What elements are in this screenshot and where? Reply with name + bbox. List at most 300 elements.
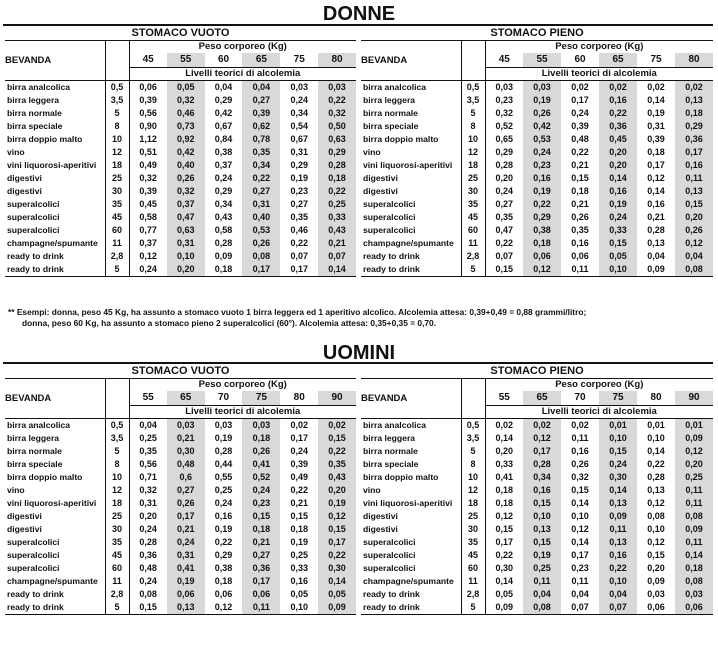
drink-gradazione: 25 (461, 172, 485, 185)
alcolemia-value: 0,32 (495, 108, 514, 118)
alcolemia-value: 0,30 (599, 471, 637, 484)
drink-gradazione: 18 (105, 497, 129, 510)
table-row (5, 224, 356, 237)
drink-gradazione: 10 (105, 471, 129, 484)
drink-name: superalcolici (363, 563, 416, 573)
alcolemia-value: 0,14 (647, 446, 665, 456)
alcolemia-value: 0,10 (599, 263, 637, 277)
weight-header: 65 (242, 53, 280, 68)
table-row (361, 523, 713, 536)
alcolemia-value: 0,24 (290, 95, 308, 105)
drink-gradazione: 25 (105, 510, 129, 523)
alcolemia-value: 0,18 (675, 107, 713, 120)
note-line-1: ** Esempi: donna, peso 45 Kg, ha assunto a stomaco vuoto 1 birra leggera ed 1 aperitivo alcolico. Alcolemia attesa: 0,39+0,49 = 0,88 grammi/litro; (8, 307, 587, 317)
alcolemia-value: 0,13 (523, 523, 561, 536)
alcolemia-value: 0,12 (675, 237, 713, 250)
alcolemia-value: 0,06 (167, 588, 205, 601)
alcolemia-value: 0,08 (139, 589, 157, 599)
table-row (5, 510, 356, 523)
weight-header: 90 (675, 391, 713, 406)
alcolemia-value: 0,24 (495, 186, 514, 196)
alcolemia-value: 0,67 (290, 134, 308, 144)
alcolemia-value: 0,58 (139, 212, 157, 222)
alcolemia-value: 0,49 (139, 160, 157, 170)
alcolemia-value: 0,35 (139, 446, 157, 456)
drink-name: ready to drink (361, 601, 461, 615)
weight-header: 70 (574, 392, 586, 403)
drink-name: digestivi (7, 173, 42, 183)
gradazione-header (461, 41, 485, 81)
alcolemia-value: 0,14 (495, 576, 514, 586)
alcolemia-value: 0,39 (290, 459, 308, 469)
alcolemia-value: 0,33 (290, 563, 308, 573)
alcolemia-value: 0,34 (290, 108, 308, 118)
alcolemia-value: 0,6 (167, 471, 205, 484)
alcolemia-value: 0,63 (318, 133, 356, 146)
alcolemia-value: 0,24 (139, 524, 157, 534)
alcolemia-value: 0,16 (523, 484, 561, 497)
alcolemia-value: 0,06 (523, 250, 561, 263)
table-row (5, 484, 356, 497)
alcolemia-value: 0,50 (318, 120, 356, 133)
weight-header: 75 (242, 391, 280, 406)
alcolemia-value: 0,15 (318, 432, 356, 445)
alcolemia-value: 0,43 (318, 471, 356, 484)
drink-gradazione: 10 (105, 133, 129, 146)
alcolemia-value: 0,28 (214, 446, 233, 456)
alcolemia-value: 0,18 (523, 237, 561, 250)
alcolemia-value: 0,18 (571, 186, 589, 196)
alcolemia-value: 0,22 (214, 537, 233, 547)
alcolemia-value: 0,15 (495, 524, 514, 534)
alcolemia-value: 0,23 (290, 186, 308, 196)
alcolemia-value: 0,22 (318, 185, 356, 198)
drink-gradazione: 8 (105, 458, 129, 471)
drink-name: birra leggera (7, 433, 60, 443)
alcolemia-value: 0,24 (290, 446, 308, 456)
alcolemia-value: 0,02 (523, 419, 561, 433)
drink-gradazione: 8 (461, 120, 485, 133)
drink-name: superalcolici (363, 225, 416, 235)
alcolemia-value: 0,33 (318, 211, 356, 224)
drink-name: birra speciale (7, 121, 63, 131)
drink-gradazione: 5 (105, 107, 129, 120)
drink-gradazione: 0,5 (461, 81, 485, 95)
drink-gradazione: 25 (461, 510, 485, 523)
bevanda-header: BEVANDA (361, 54, 408, 66)
alcolemia-value: 0,03 (167, 419, 205, 433)
drink-name: vino (7, 485, 25, 495)
alcolemia-value: 0,21 (571, 160, 589, 170)
alcolemia-value: 0,17 (571, 550, 589, 560)
alcolemia-value: 0,21 (571, 199, 589, 209)
alcolemia-value: 0,26 (571, 459, 589, 469)
alcolemia-value: 0,44 (214, 459, 233, 469)
alcolemia-value: 0,45 (139, 199, 157, 209)
alcolemia-value: 0,22 (242, 172, 280, 185)
alcolemia-value: 0,26 (167, 172, 205, 185)
drink-name: birra speciale (363, 459, 419, 469)
drink-name: ready to drink (363, 251, 420, 261)
table-row (5, 536, 356, 549)
drink-gradazione: 35 (105, 536, 129, 549)
drink-name: digestivi (7, 511, 42, 521)
alcolemia-value: 0,29 (214, 186, 233, 196)
alcolemia-value: 0,10 (167, 250, 205, 263)
alcolemia-value: 0,09 (675, 523, 713, 536)
table-row (5, 172, 356, 185)
drink-gradazione: 12 (461, 146, 485, 159)
table-row (361, 458, 713, 471)
alcolemia-value: 0,27 (242, 185, 280, 198)
alcolemia-value: 0,16 (647, 199, 665, 209)
alcolemia-value: 0,05 (318, 588, 356, 601)
alcolemia-value: 0,16 (599, 549, 637, 562)
table-row (361, 120, 713, 133)
alcolemia-value: 0,11 (242, 601, 280, 615)
alcolemia-value: 0,11 (675, 497, 713, 510)
drink-gradazione: 60 (105, 562, 129, 575)
alcolemia-value: 0,33 (599, 224, 637, 237)
drink-gradazione: 18 (105, 159, 129, 172)
drink-name: superalcolici (7, 225, 60, 235)
alcolemia-value: 0,18 (495, 485, 514, 495)
drink-name: digestivi (7, 524, 42, 534)
bevanda-header: BEVANDA (361, 392, 408, 404)
drink-name: birra leggera (7, 95, 60, 105)
table-row (361, 224, 713, 237)
alcolemia-value: 0,24 (571, 108, 589, 118)
alcolemia-value: 0,03 (523, 81, 561, 95)
drink-name: digestivi (363, 173, 398, 183)
table-uomini-stomaco-vuoto (5, 364, 356, 615)
alcolemia-value: 0,39 (242, 107, 280, 120)
alcolemia-value: 0,20 (495, 446, 514, 456)
alcolemia-value: 0,11 (561, 263, 599, 277)
alcolemia-value: 0,15 (523, 536, 561, 549)
alcolemia-value: 0,52 (242, 471, 280, 484)
alcolemia-value: 0,03 (647, 589, 665, 599)
alcolemia-value: 0,38 (523, 224, 561, 237)
alcolemia-value: 0,39 (139, 186, 157, 196)
weight-header: 65 (599, 53, 637, 68)
table-uomini-stomaco-pieno (361, 364, 713, 615)
alcolemia-value: 0,25 (318, 198, 356, 211)
table-row (361, 575, 713, 588)
drink-gradazione: 3,5 (461, 432, 485, 445)
alcolemia-value: 0,02 (485, 419, 523, 433)
alcolemia-value: 0,03 (280, 81, 318, 95)
drink-gradazione: 60 (105, 224, 129, 237)
drink-name: vini liquorosi-aperitivi (7, 498, 97, 508)
alcolemia-value: 0,29 (495, 147, 514, 157)
drink-gradazione: 5 (105, 445, 129, 458)
alcolemia-value: 0,25 (675, 471, 713, 484)
table-row (5, 250, 356, 263)
drink-name: vini liquorosi-aperitivi (363, 498, 453, 508)
alcolemia-value: 0,40 (242, 211, 280, 224)
alcolemia-value: 0,39 (139, 95, 157, 105)
alcolemia-value: 0,35 (495, 212, 514, 222)
drink-name: superalcolici (363, 550, 416, 560)
alcolemia-value: 0,20 (167, 263, 205, 277)
alcolemia-value: 0,19 (647, 108, 665, 118)
alcolemia-value: 0,35 (242, 146, 280, 159)
drink-name: birra analcolica (5, 419, 105, 433)
alcolemia-value: 0,19 (290, 173, 308, 183)
alcolemia-value: 0,02 (561, 81, 599, 95)
table-row (361, 198, 713, 211)
drink-gradazione: 45 (461, 549, 485, 562)
alcolemia-value: 0,22 (290, 485, 308, 495)
drink-name: superalcolici (7, 212, 60, 222)
alcolemia-value: 0,17 (318, 536, 356, 549)
alcolemia-value: 0,38 (214, 147, 233, 157)
drink-name: ready to drink (363, 589, 420, 599)
table-row (5, 549, 356, 562)
alcolemia-value: 0,10 (523, 510, 561, 523)
alcolemia-value: 0,11 (675, 484, 713, 497)
alcolemia-value: 0,05 (599, 250, 637, 263)
drink-name: birra doppio malto (363, 472, 439, 482)
table-row (5, 81, 356, 95)
table-row (361, 263, 713, 277)
table-row (361, 419, 713, 433)
weight-header: 75 (650, 54, 662, 65)
alcolemia-value: 0,24 (214, 173, 233, 183)
alcolemia-value: 0,28 (318, 159, 356, 172)
alcolemia-value: 0,42 (167, 146, 205, 159)
alcolemia-value: 0,32 (139, 485, 157, 495)
drink-gradazione: 5 (105, 601, 129, 615)
alcolemia-value: 0,22 (318, 549, 356, 562)
drink-gradazione: 30 (461, 523, 485, 536)
alcolemia-value: 0,19 (290, 537, 308, 547)
alcolemia-value: 0,04 (599, 588, 637, 601)
alcolemia-value: 0,18 (242, 432, 280, 445)
drink-name: birra normale (7, 108, 62, 118)
alcolemia-value: 0,04 (675, 250, 713, 263)
alcolemia-value: 0,39 (647, 134, 665, 144)
alcolemia-value: 0,17 (290, 433, 308, 443)
alcolemia-value: 0,10 (280, 601, 318, 615)
drink-name: superalcolici (363, 537, 416, 547)
alcolemia-value: 0,16 (290, 576, 308, 586)
alcolemia-value: 0,15 (647, 550, 665, 560)
table-row (361, 250, 713, 263)
drink-gradazione: 3,5 (461, 94, 485, 107)
alcolemia-value: 0,28 (647, 225, 665, 235)
gradazione-header (461, 379, 485, 419)
alcolemia-value: 0,20 (675, 458, 713, 471)
alcolemia-value: 0,11 (571, 433, 589, 443)
drink-gradazione: 35 (461, 198, 485, 211)
header-row (5, 26, 356, 41)
table-row (5, 159, 356, 172)
alcolemia-value: 0,20 (495, 173, 514, 183)
alcolemia-value: 0,34 (242, 159, 280, 172)
drink-name: champagne/spumante (7, 238, 98, 248)
alcolemia-value: 0,43 (214, 212, 233, 222)
alcolemia-value: 0,09 (485, 601, 523, 615)
alcolemia-value: 0,35 (290, 212, 308, 222)
condition-header: STOMACO VUOTO (5, 26, 356, 41)
alcolemia-value: 0,15 (485, 263, 523, 277)
alcolemia-value: 0,27 (242, 549, 280, 562)
alcolemia-value: 0,21 (647, 212, 665, 222)
alcolemia-value: 0,24 (242, 484, 280, 497)
alcolemia-value: 0,09 (675, 432, 713, 445)
note-line-2: donna, peso 60 Kg, ha assunto a stomaco pieno 2 superalcolici (60°). Alcolemia attesa: 0,35+0,35 = 0,70. (22, 318, 437, 328)
alcolemia-value: 0,37 (167, 198, 205, 211)
alcolemia-value: 0,24 (129, 263, 167, 277)
alcolemia-value: 0,22 (647, 459, 665, 469)
alcolemia-value: 0,42 (523, 120, 561, 133)
table-donne-stomaco-pieno (361, 26, 713, 277)
alcolemia-value: 0,13 (675, 185, 713, 198)
table-row (361, 549, 713, 562)
peso-row (5, 41, 356, 54)
drink-gradazione: 3,5 (105, 432, 129, 445)
alcolemia-value: 0,55 (214, 472, 233, 482)
alcolemia-value: 0,08 (242, 250, 280, 263)
alcolemia-value: 0,12 (523, 432, 561, 445)
alcolemia-value: 0,67 (214, 121, 233, 131)
alcolemia-value: 0,12 (139, 251, 157, 261)
alcolemia-value: 0,06 (242, 588, 280, 601)
alcolemia-value: 0,15 (599, 445, 637, 458)
drink-gradazione: 12 (461, 484, 485, 497)
table-row (5, 471, 356, 484)
alcolemia-value: 0,16 (675, 159, 713, 172)
drink-gradazione: 3,5 (105, 94, 129, 107)
alcolemia-value: 0,52 (495, 121, 514, 131)
peso-header: Peso corporeo (Kg) (198, 379, 287, 390)
alcolemia-value: 0,63 (167, 224, 205, 237)
alcolemia-value: 0,12 (523, 263, 561, 277)
alcolemia-value: 0,39 (571, 121, 589, 131)
drink-name: superalcolici (7, 199, 60, 209)
alcolemia-value: 0,10 (599, 432, 637, 445)
drink-name: champagne/spumante (363, 576, 454, 586)
alcolemia-value: 0,30 (167, 445, 205, 458)
table-row (5, 523, 356, 536)
table-row (361, 510, 713, 523)
drink-gradazione: 11 (461, 237, 485, 250)
drink-gradazione: 5 (461, 445, 485, 458)
alcolemia-value: 0,37 (214, 160, 233, 170)
drink-gradazione: 0,5 (105, 419, 129, 433)
alcolemia-value: 0,19 (214, 524, 233, 534)
table-row (5, 198, 356, 211)
alcolemia-value: 0,25 (214, 485, 233, 495)
alcolemia-value: 0,08 (675, 575, 713, 588)
drink-gradazione: 11 (461, 575, 485, 588)
alcolemia-value: 0,18 (647, 147, 665, 157)
livelli-header: Livelli teorici di alcolemia (129, 68, 356, 81)
drink-gradazione: 5 (461, 107, 485, 120)
table-row (5, 601, 356, 615)
alcolemia-value: 0,12 (647, 537, 665, 547)
alcolemia-value: 0,22 (571, 147, 589, 157)
alcolemia-value: 0,19 (167, 575, 205, 588)
alcolemia-value: 0,03 (485, 81, 523, 95)
drink-gradazione: 11 (105, 575, 129, 588)
alcolemia-value: 0,13 (167, 601, 205, 615)
weight-header: 45 (142, 54, 154, 65)
alcolemia-value: 0,15 (571, 173, 589, 183)
table-donne-stomaco-vuoto (5, 26, 356, 277)
alcolemia-value: 0,12 (647, 173, 665, 183)
alcolemia-value: 0,17 (571, 95, 589, 105)
drink-gradazione: 18 (461, 497, 485, 510)
table-row (361, 562, 713, 575)
alcolemia-value: 1,12 (139, 134, 157, 144)
alcolemia-value: 0,10 (571, 511, 589, 521)
alcolemia-value: 0,30 (495, 563, 514, 573)
weight-header: 55 (142, 392, 154, 403)
table-row (5, 575, 356, 588)
alcolemia-value: 0,14 (647, 95, 665, 105)
alcolemia-value: 0,18 (290, 524, 308, 534)
alcolemia-value: 0,22 (290, 238, 308, 248)
alcolemia-value: 0,11 (675, 172, 713, 185)
drink-name: birra doppio malto (7, 134, 83, 144)
examples-note (8, 307, 708, 329)
alcolemia-value: 0,04 (647, 251, 665, 261)
alcolemia-value: 0,34 (214, 199, 233, 209)
alcolemia-value: 0,10 (599, 575, 637, 588)
alcolemia-value: 0,33 (495, 459, 514, 469)
alcolemia-value: 0,28 (495, 160, 514, 170)
alcolemia-value: 0,03 (318, 81, 356, 95)
alcolemia-value: 0,48 (571, 134, 589, 144)
alcolemia-value: 0,15 (675, 198, 713, 211)
drink-name: vino (363, 147, 381, 157)
alcolemia-value: 0,16 (571, 238, 589, 248)
drink-gradazione: 2,8 (105, 250, 129, 263)
alcolemia-value: 0,31 (139, 498, 157, 508)
alcolemia-value: 0,51 (139, 147, 157, 157)
alcolemia-value: 0,18 (318, 172, 356, 185)
header-row (361, 26, 713, 41)
alcolemia-value: 0,47 (167, 211, 205, 224)
drink-name: ready to drink (5, 263, 105, 277)
drink-name: birra analcolica (5, 81, 105, 95)
alcolemia-value: 0,02 (561, 419, 599, 433)
alcolemia-value: 0,22 (495, 238, 514, 248)
alcolemia-value: 0,32 (167, 94, 205, 107)
alcolemia-value: 0,04 (242, 81, 280, 95)
table-row (361, 497, 713, 510)
alcolemia-value: 0,17 (167, 510, 205, 523)
alcolemia-value: 0,20 (599, 159, 637, 172)
table-row (5, 432, 356, 445)
alcolemia-value: 0,24 (599, 211, 637, 224)
alcolemia-value: 0,01 (675, 419, 713, 433)
alcolemia-value: 0,19 (523, 94, 561, 107)
alcolemia-value: 0,13 (647, 238, 665, 248)
drink-gradazione: 25 (105, 172, 129, 185)
drink-name: champagne/spumante (363, 238, 454, 248)
alcolemia-value: 0,28 (214, 238, 233, 248)
drink-gradazione: 5 (461, 601, 485, 615)
drink-gradazione: 11 (105, 237, 129, 250)
alcolemia-value: 0,24 (167, 536, 205, 549)
table-row (361, 432, 713, 445)
drink-gradazione: 12 (105, 484, 129, 497)
weight-header: 55 (498, 392, 510, 403)
